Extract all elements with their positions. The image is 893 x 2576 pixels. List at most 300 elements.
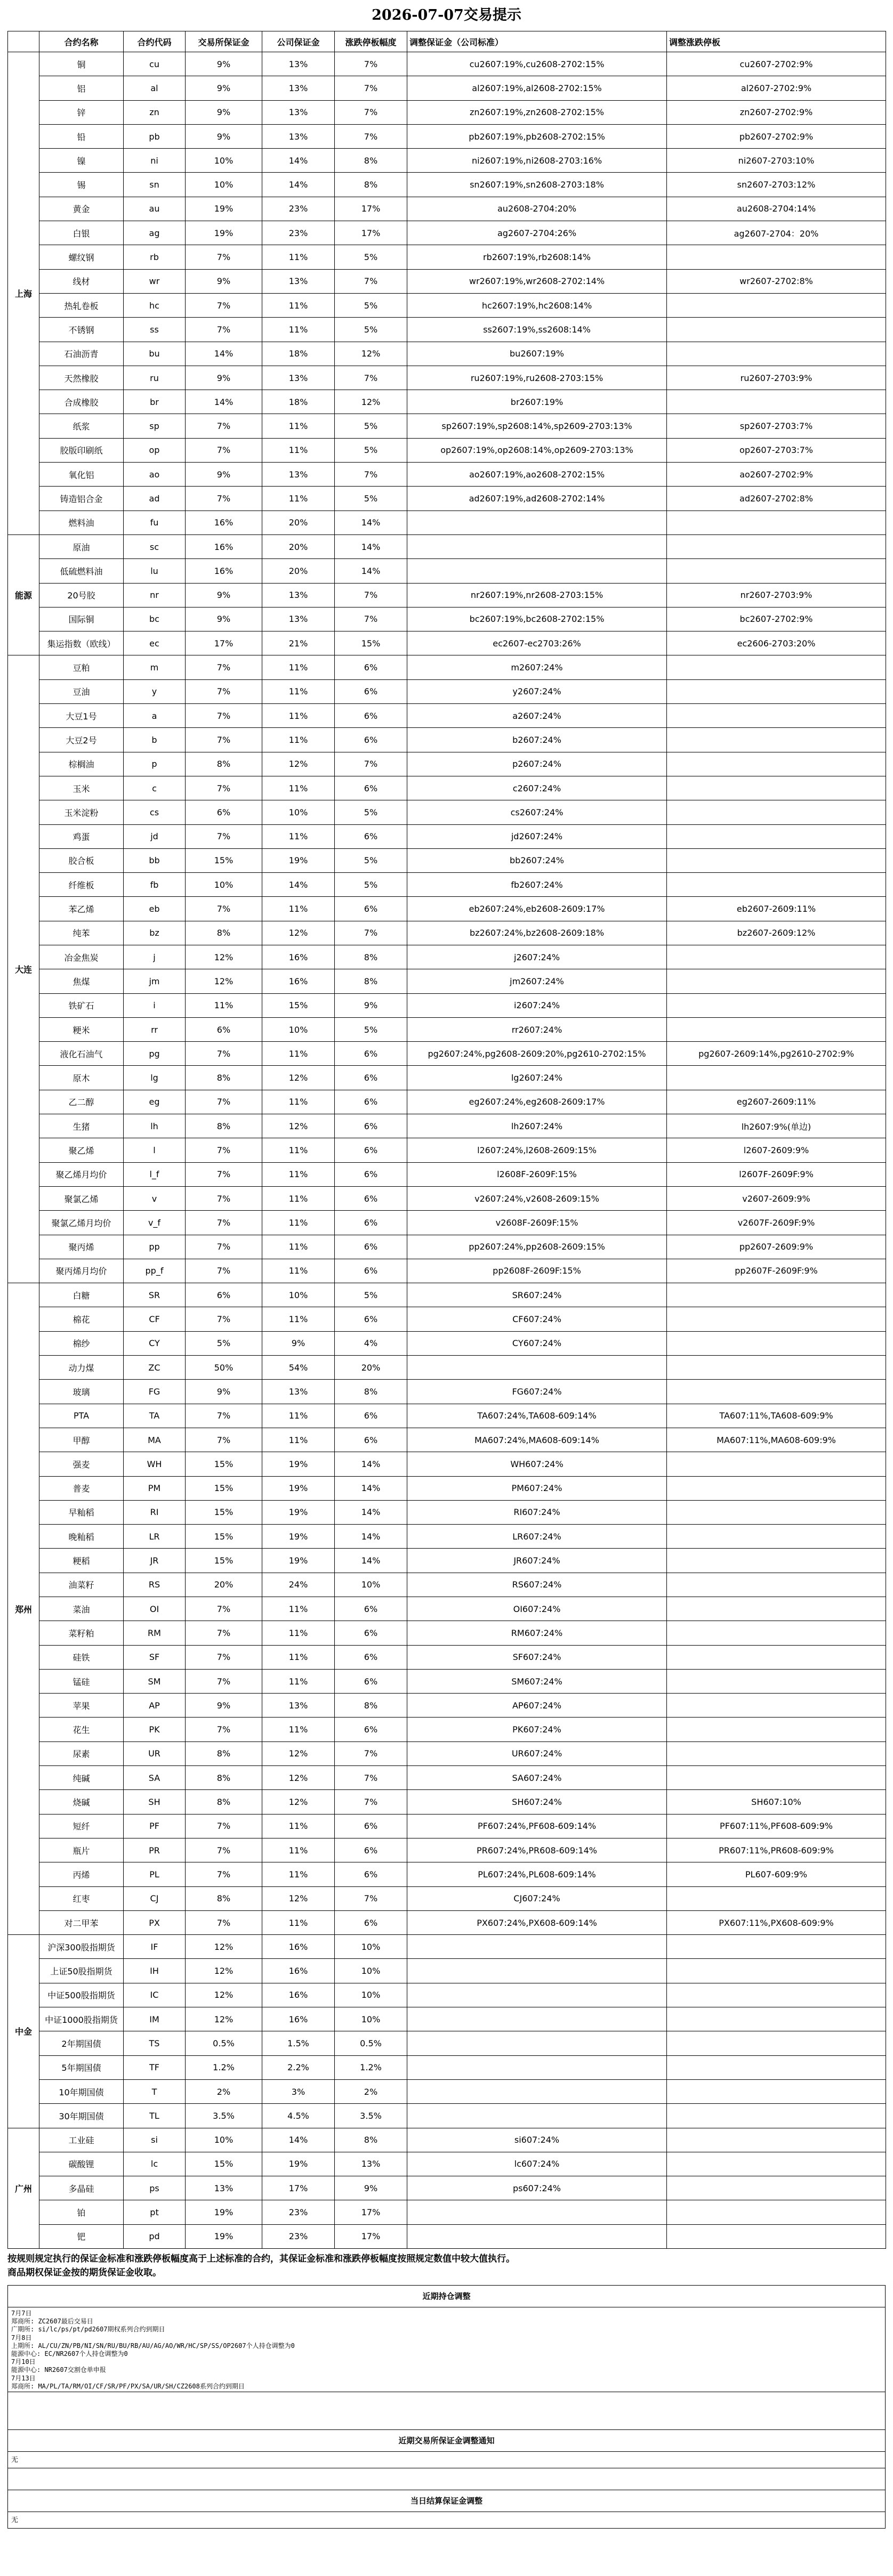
contract-code: CY [124,1331,186,1355]
company-margin: 11% [262,1138,335,1162]
contract-name: 纯苯 [39,921,124,945]
contract-name: 玉米 [39,776,124,800]
adjust-limit [667,1645,886,1669]
adjust-limit [667,824,886,848]
contract-name: 油菜籽 [39,1573,124,1597]
contract-code: op [124,438,186,462]
contract-name: 线材 [39,269,124,293]
exchange-margin: 15% [186,848,262,872]
exchange-margin: 15% [186,1452,262,1476]
limit-range: 7% [335,366,407,390]
limit-range: 6% [335,1307,407,1331]
contract-name: 中证500股指期货 [39,1983,124,2007]
adjust-limit: ao2607-2702:9% [667,463,886,487]
company-margin: 19% [262,2152,335,2176]
header-code: 合约代码 [124,31,186,52]
adjust-limit [667,1694,886,1718]
exchange-margin: 0.5% [186,2031,262,2055]
company-margin: 13% [262,76,335,100]
limit-range: 8% [335,945,407,969]
limit-range: 7% [335,269,407,293]
contract-code: j [124,945,186,969]
contract-name: 普麦 [39,1476,124,1500]
adjust-margin: au2608-2704:20% [407,197,667,221]
contract-name: 沪深300股指期货 [39,1935,124,1959]
contract-code: sn [124,173,186,197]
contract-name: 液化石油气 [39,1042,124,1066]
contract-name: 天然橡胶 [39,366,124,390]
table-row [8,318,886,342]
adjust-margin: SM607:24% [407,1669,667,1693]
exchange-margin: 15% [186,2152,262,2176]
company-margin: 17% [262,2176,335,2200]
table-row [8,2007,886,2031]
table-row [8,1452,886,1476]
contract-name: 黄金 [39,197,124,221]
table-row [8,463,886,487]
exchange-margin: 7% [186,1838,262,1862]
adjust-margin [407,511,667,534]
company-margin: 11% [262,776,335,800]
table-row [8,583,886,607]
limit-range: 3.5% [335,2104,407,2128]
company-margin: 11% [262,1259,335,1283]
contract-code: TA [124,1404,186,1428]
adjust-limit: pp2607F-2609F:9% [667,1259,886,1283]
table-row [8,1694,886,1718]
company-margin: 13% [262,52,335,76]
contract-code: eg [124,1090,186,1114]
contract-code: v_f [124,1211,186,1235]
adjust-limit [667,704,886,728]
table-row [8,197,886,221]
company-margin: 19% [262,1452,335,1476]
exchange-margin: 7% [186,245,262,269]
adjust-limit [667,2104,886,2128]
adjust-limit [667,293,886,317]
contract-name: 菜油 [39,1597,124,1621]
company-margin: 20% [262,559,335,583]
company-margin: 11% [262,487,335,511]
exchange-margin: 12% [186,2007,262,2031]
company-margin: 11% [262,1307,335,1331]
table-row [8,1983,886,2007]
exchange-margin: 7% [186,1042,262,1066]
contract-code: jd [124,824,186,848]
spacer [7,2468,886,2490]
adjust-limit: pb2607-2702:9% [667,124,886,148]
adjust-margin [407,2055,667,2079]
contract-name: 钯 [39,2224,124,2248]
contract-code: rb [124,245,186,269]
table-row [8,487,886,511]
table-row [8,2152,886,2176]
contract-code: lu [124,559,186,583]
exchange-margin: 50% [186,1356,262,1380]
adjust-margin: hc2607:19%,hc2608:14% [407,293,667,317]
company-margin: 15% [262,993,335,1017]
contract-code: RM [124,1621,186,1645]
limit-range: 6% [335,897,407,921]
contract-code: CJ [124,1886,186,1910]
table-row [8,1910,886,1934]
recent-position-text: 7月7日 郑商所: ZC2607最后交易日 广期所: si/lc/ps/pt/pd2607期权系列合约到期日 7月8日 上期所: AL/CU/ZN/PB/NI/SN/RU/BU/RB/AU/AG/AO/WR/HC/SP/SS/OP2607个人持仓调整为0 能源中心: EC/NR2607个人持仓调整为0 7月10日 能源中心: NR2607交割仓单申报 7月13日 郑商所: MA/PL/TA/RM/OI/CF/SR/PF/PX/SA/UR/SH/CZ2608系列合约到期日 [11,2310,295,2390]
contract-code: JR [124,1549,186,1573]
adjust-margin [407,1959,667,1983]
adjust-margin: bc2607:19%,bc2608-2702:15% [407,607,667,631]
exchange-margin: 16% [186,534,262,558]
header-name: 合约名称 [39,31,124,52]
table-row [8,76,886,100]
contract-code: pd [124,2224,186,2248]
company-margin: 16% [262,1959,335,1983]
adjust-margin [407,2031,667,2055]
contract-name: 烧碱 [39,1790,124,1814]
adjust-limit [667,1549,886,1573]
limit-range: 6% [335,1186,407,1210]
contract-name: 棉花 [39,1307,124,1331]
exchange-margin: 15% [186,1476,262,1500]
contract-code: nr [124,583,186,607]
table-row [8,52,886,76]
margin-table [7,31,886,2249]
company-margin: 18% [262,342,335,366]
limit-range: 10% [335,1983,407,2007]
contract-name: 乙二醇 [39,1090,124,1114]
contract-name: 5年期国债 [39,2055,124,2079]
adjust-limit: lh2607:9%(单边) [667,1114,886,1138]
table-row [8,921,886,945]
exchange-margin: 8% [186,1114,262,1138]
table-row [8,1959,886,1983]
company-margin: 11% [262,1428,335,1452]
adjust-margin: al2607:19%,al2608-2702:15% [407,76,667,100]
exchange-margin: 8% [186,1766,262,1790]
adjust-margin: zn2607:19%,zn2608-2702:15% [407,100,667,124]
contract-name: 豆油 [39,679,124,703]
company-margin: 3% [262,2079,335,2103]
exchange-margin: 7% [186,293,262,317]
adjust-margin: pb2607:19%,pb2608-2702:15% [407,124,667,148]
limit-range: 13% [335,2152,407,2176]
adjust-limit: cu2607-2702:9% [667,52,886,76]
contract-code: ru [124,366,186,390]
contract-code: SM [124,1669,186,1693]
company-margin: 14% [262,2128,335,2152]
contract-code: MA [124,1428,186,1452]
company-margin: 11% [262,1814,335,1838]
table-body [8,52,886,2249]
contract-name: 铝 [39,76,124,100]
adjust-limit [667,1066,886,1090]
company-margin: 11% [262,1186,335,1210]
company-margin: 12% [262,1066,335,1090]
settle-text: 无 [11,2516,19,2525]
adjust-limit [667,390,886,414]
adjust-limit [667,1283,886,1307]
company-margin: 11% [262,1211,335,1235]
limit-range: 6% [335,1404,407,1428]
limit-range: 6% [335,1428,407,1452]
adjust-limit [667,534,886,558]
contract-code: bz [124,921,186,945]
adjust-margin: CJ607:24% [407,1886,667,1910]
exchange-margin: 15% [186,1549,262,1573]
company-margin: 11% [262,414,335,438]
exchange-margin: 8% [186,752,262,776]
limit-range: 2% [335,2079,407,2103]
adjust-limit: au2608-2704:14% [667,197,886,221]
table-row [8,752,886,776]
contract-name: 30年期国债 [39,2104,124,2128]
contract-name: 锰硅 [39,1669,124,1693]
contract-name: 聚乙烯月均价 [39,1162,124,1186]
exchange-margin: 13% [186,2176,262,2200]
company-margin: 16% [262,945,335,969]
adjust-limit [667,1597,886,1621]
exchange-cell: 上海 [8,52,39,535]
contract-code: lh [124,1114,186,1138]
adjust-margin: eg2607:24%,eg2608-2609:17% [407,1090,667,1114]
exchange-margin: 7% [186,1090,262,1114]
contract-code: lc [124,2152,186,2176]
exchange-margin: 7% [186,704,262,728]
adjust-margin: PR607:24%,PR608-609:14% [407,1838,667,1862]
adjust-margin: MA607:24%,MA608-609:14% [407,1428,667,1452]
contract-name: 燃料油 [39,511,124,534]
adjust-limit: op2607-2703:7% [667,438,886,462]
adjust-margin: RS607:24% [407,1573,667,1597]
adjust-limit [667,1669,886,1693]
header-adjust-margin: 调整保证金（公司标准） [407,31,667,52]
adjust-margin: op2607:19%,op2608:14%,op2609-2703:13% [407,438,667,462]
company-margin: 11% [262,1838,335,1862]
limit-range: 6% [335,1597,407,1621]
limit-range: 6% [335,655,407,679]
adjust-margin: cu2607:19%,cu2608-2702:15% [407,52,667,76]
contract-code: c [124,776,186,800]
adjust-margin: LR607:24% [407,1525,667,1549]
adjust-margin: lh2607:24% [407,1114,667,1138]
exchange-margin: 6% [186,1283,262,1307]
exchange-margin: 8% [186,921,262,945]
table-row [8,534,886,558]
adjust-limit [667,1741,886,1765]
contract-code: au [124,197,186,221]
contract-code: bu [124,342,186,366]
company-margin: 11% [262,318,335,342]
adjust-limit [667,1500,886,1524]
adjust-limit [667,1017,886,1041]
exchange-margin: 7% [186,1428,262,1452]
adjust-limit: MA607:11%,MA608-609:9% [667,1428,886,1452]
contract-code: FG [124,1380,186,1404]
adjust-limit: sn2607-2703:12% [667,173,886,197]
recent-margin-section [7,2429,886,2468]
contract-code: SR [124,1283,186,1307]
contract-name: 白银 [39,221,124,245]
contract-name: 苹果 [39,1694,124,1718]
exchange-margin: 16% [186,559,262,583]
adjust-limit [667,2031,886,2055]
table-row [8,173,886,197]
adjust-margin: rr2607:24% [407,1017,667,1041]
adjust-limit: bc2607-2702:9% [667,607,886,631]
contract-code: ad [124,487,186,511]
adjust-margin: CF607:24% [407,1307,667,1331]
table-row [8,149,886,173]
exchange-margin: 12% [186,1935,262,1959]
adjust-margin [407,559,667,583]
contract-code: p [124,752,186,776]
limit-range: 6% [335,1621,407,1645]
limit-range: 7% [335,1741,407,1765]
contract-code: rr [124,1017,186,1041]
contract-code: ZC [124,1356,186,1380]
adjust-limit [667,1331,886,1355]
adjust-margin [407,1356,667,1380]
adjust-margin: rb2607:19%,rb2608:14% [407,245,667,269]
limit-range: 0.5% [335,2031,407,2055]
exchange-margin: 7% [186,776,262,800]
adjust-limit [667,2200,886,2224]
contract-code: pt [124,2200,186,2224]
contract-code: sp [124,414,186,438]
limit-range: 12% [335,342,407,366]
exchange-margin: 8% [186,1886,262,1910]
exchange-margin: 7% [186,1186,262,1210]
limit-range: 8% [335,1380,407,1404]
adjust-margin [407,534,667,558]
adjust-limit: al2607-2702:9% [667,76,886,100]
exchange-margin: 12% [186,969,262,993]
contract-name: 2年期国债 [39,2031,124,2055]
exchange-margin: 15% [186,1500,262,1524]
table-row [8,1186,886,1210]
adjust-margin: b2607:24% [407,728,667,752]
adjust-margin: lg2607:24% [407,1066,667,1090]
contract-name: 胶版印刷纸 [39,438,124,462]
company-margin: 19% [262,1525,335,1549]
adjust-margin [407,2007,667,2031]
adjust-limit [667,1935,886,1959]
recent-margin-title: 近期交易所保证金调整通知 [8,2430,885,2452]
contract-name: 粳稻 [39,1549,124,1573]
adjust-limit: pg2607-2609:14%,pg2610-2702:9% [667,1042,886,1066]
exchange-margin: 5% [186,1331,262,1355]
table-row [8,366,886,390]
adjust-limit [667,728,886,752]
contract-code: ag [124,221,186,245]
limit-range: 7% [335,607,407,631]
contract-name: 螺纹钢 [39,245,124,269]
exchange-margin: 20% [186,1573,262,1597]
adjust-limit [667,993,886,1017]
contract-name: 硅铁 [39,1645,124,1669]
contract-code: WH [124,1452,186,1476]
table-row [8,1549,886,1573]
limit-range: 6% [335,1042,407,1066]
contract-code: ao [124,463,186,487]
adjust-margin: br2607:19% [407,390,667,414]
settle-title: 当日结算保证金调整 [8,2490,885,2512]
exchange-margin: 2% [186,2079,262,2103]
table-row [8,390,886,414]
limit-range: 6% [335,1114,407,1138]
contract-code: PM [124,1476,186,1500]
adjust-limit: TA607:11%,TA608-609:9% [667,1404,886,1428]
exchange-margin: 7% [186,1621,262,1645]
contract-name: 铁矿石 [39,993,124,1017]
limit-range: 5% [335,438,407,462]
adjust-margin: l2608F-2609F:15% [407,1162,667,1186]
contract-name: 花生 [39,1718,124,1741]
contract-name: 瓶片 [39,1838,124,1862]
limit-range: 8% [335,2128,407,2152]
exchange-margin: 7% [186,414,262,438]
adjust-margin: eb2607:24%,eb2608-2609:17% [407,897,667,921]
contract-code: lg [124,1066,186,1090]
table-row [8,848,886,872]
contract-code: al [124,76,186,100]
exchange-cell: 中金 [8,1935,39,2128]
limit-range: 6% [335,1645,407,1669]
company-margin: 12% [262,1886,335,1910]
table-row [8,2079,886,2103]
company-margin: 20% [262,511,335,534]
adjust-limit [667,655,886,679]
adjust-limit [667,2176,886,2200]
limit-range: 6% [335,776,407,800]
table-row [8,2176,886,2200]
adjust-margin: lc607:24% [407,2152,667,2176]
company-margin: 11% [262,728,335,752]
contract-name: 氧化铝 [39,463,124,487]
company-margin: 11% [262,1162,335,1186]
adjust-margin: RM607:24% [407,1621,667,1645]
table-row [8,728,886,752]
table-row [8,2104,886,2128]
contract-name: 棕榈油 [39,752,124,776]
limit-range: 7% [335,100,407,124]
contract-name: 上证50股指期货 [39,1959,124,1983]
company-margin: 11% [262,1718,335,1741]
limit-range: 8% [335,173,407,197]
recent-position-title: 近期持仓调整 [8,2286,885,2307]
adjust-margin: ag2607-2704:26% [407,221,667,245]
exchange-margin: 7% [186,438,262,462]
page [7,0,886,2529]
adjust-limit: PL607-609:9% [667,1862,886,1886]
exchange-margin: 8% [186,1066,262,1090]
contract-code: PR [124,1838,186,1862]
company-margin: 11% [262,824,335,848]
contract-name: 碳酸锂 [39,2152,124,2176]
company-margin: 24% [262,1573,335,1597]
adjust-limit [667,2128,886,2152]
table-row [8,873,886,897]
adjust-limit [667,679,886,703]
contract-name: 豆粕 [39,655,124,679]
exchange-margin: 1.2% [186,2055,262,2079]
company-margin: 13% [262,1694,335,1718]
contract-code: ni [124,149,186,173]
exchange-margin: 7% [186,487,262,511]
adjust-limit [667,1766,886,1790]
table-row [8,2224,886,2248]
adjust-margin: i2607:24% [407,993,667,1017]
contract-code: IF [124,1935,186,1959]
